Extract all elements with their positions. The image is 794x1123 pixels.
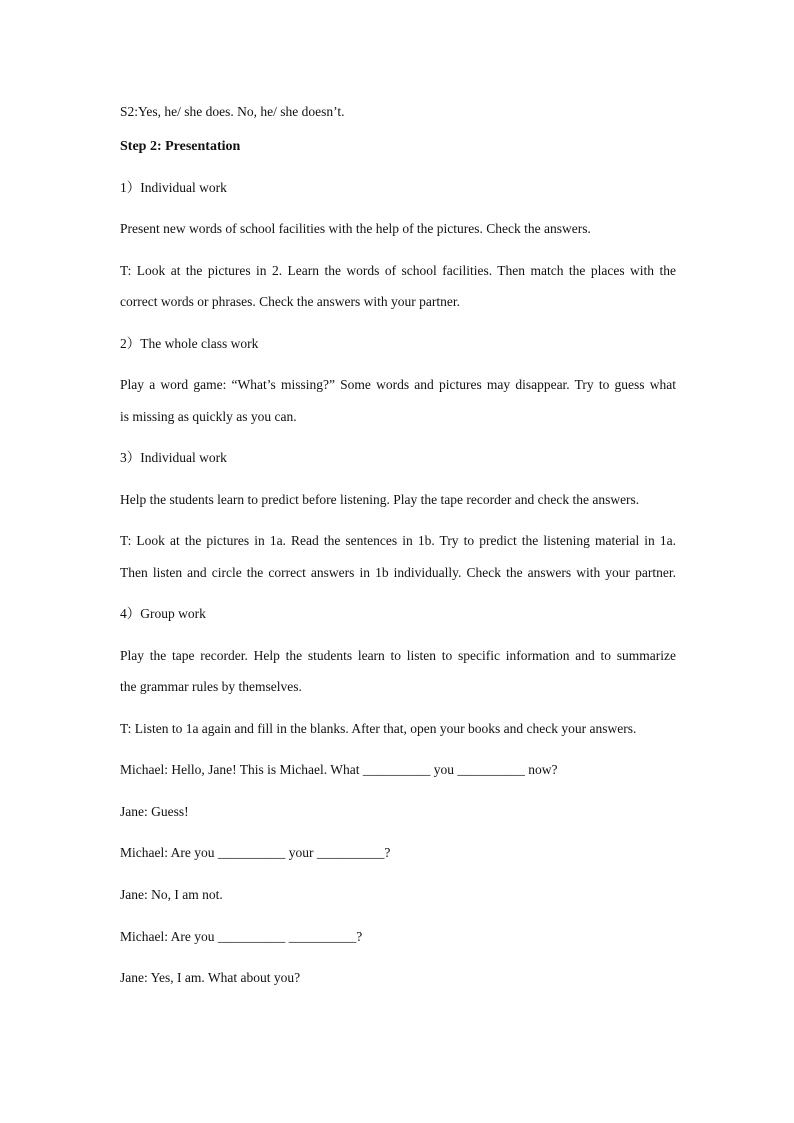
paragraph-line: Play the tape recorder. Help the students learn to listen to specific information and to summarize [120, 648, 676, 663]
paragraph-line: Present new words of school facilities with the help of the pictures. Check the answers. [120, 221, 591, 236]
paragraph-line: Play a word game: “What’s missing?” Some words and pictures may disappear. Try to guess what [120, 377, 676, 392]
paragraph-line: T: Look at the pictures in 1a. Read the sentences in 1b. Try to predict the listening material in 1a. [120, 533, 676, 548]
subheading-individual-work-1: 1）Individual work [120, 180, 227, 195]
dialogue-line: Jane: Guess! [120, 804, 189, 819]
paragraph-line: T: Look at the pictures in 2. Learn the words of school facilities. Then match the places with the [120, 263, 676, 278]
subheading-whole-class-work: 2）The whole class work [120, 336, 259, 351]
paragraph-line: the grammar rules by themselves. [120, 679, 302, 694]
paragraph-line: Then listen and circle the correct answers in 1b individually. Check the answers with your partner. [120, 565, 676, 580]
dialogue-line: Michael: Are you __________ your __________? [120, 845, 391, 860]
dialogue-line: Michael: Hello, Jane! This is Michael. What __________ you __________ now? [120, 762, 558, 777]
answer-line-s2: S2:Yes, he/ she does. No, he/ she doesn’t. [120, 104, 345, 119]
dialogue-line: Jane: No, I am not. [120, 887, 223, 902]
paragraph-line: Help the students learn to predict before listening. Play the tape recorder and check the answers. [120, 492, 640, 507]
dialogue-line: Jane: Yes, I am. What about you? [120, 970, 301, 985]
step-heading: Step 2: Presentation [120, 139, 241, 154]
paragraph-line: correct words or phrases. Check the answers with your partner. [120, 294, 461, 309]
paragraph-line: is missing as quickly as you can. [120, 409, 297, 424]
dialogue-line: Michael: Are you __________ __________? [120, 929, 363, 944]
subheading-individual-work-3: 3）Individual work [120, 450, 227, 465]
paragraph-line: T: Listen to 1a again and fill in the blanks. After that, open your books and check your answers. [120, 721, 637, 736]
subheading-group-work: 4）Group work [120, 606, 206, 621]
